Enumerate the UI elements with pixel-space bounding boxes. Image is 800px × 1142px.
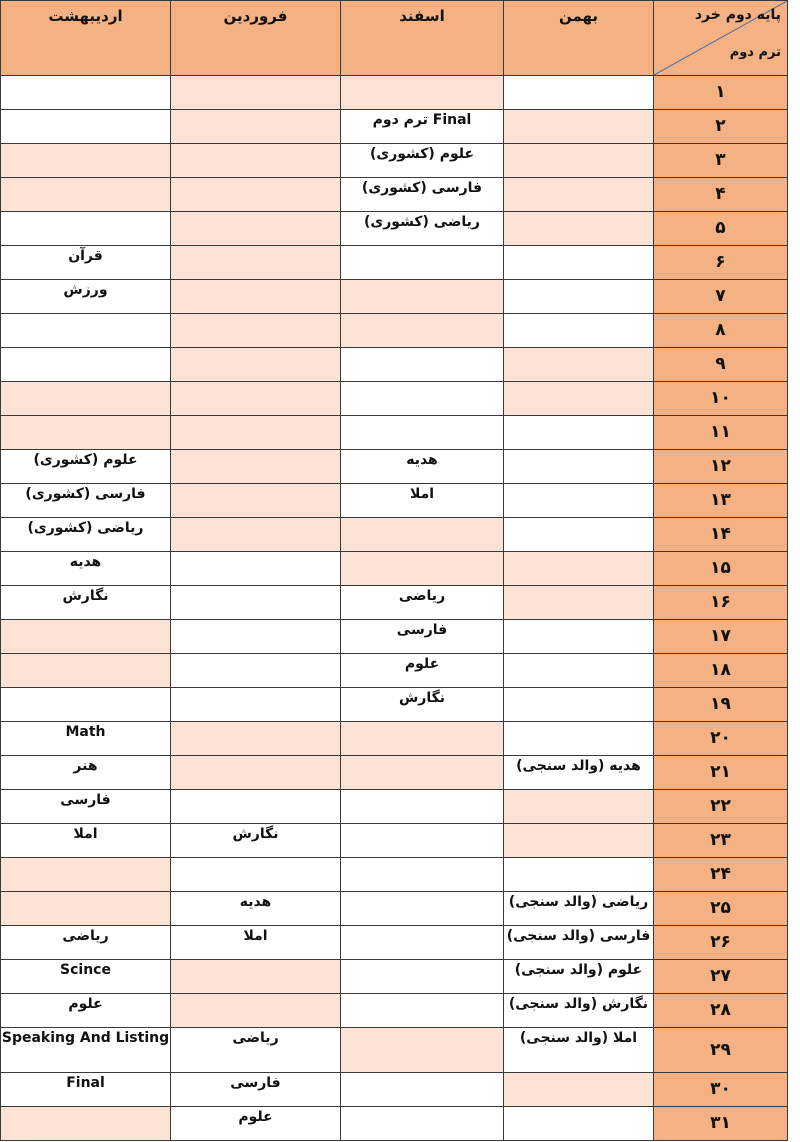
day-number: ۱۸: [654, 654, 788, 688]
cell-bahman: [504, 246, 654, 280]
cell-farvardin: [171, 110, 341, 144]
cell-farvardin: [171, 722, 341, 756]
cell-ordibehesht: Speaking And Listing: [1, 1028, 171, 1073]
schedule-row: [1, 824, 788, 858]
cell-esfand: [341, 722, 504, 756]
cell-farvardin: [171, 246, 341, 280]
cell-farvardin: [171, 994, 341, 1028]
cell-bahman: [504, 280, 654, 314]
cell-bahman: [504, 654, 654, 688]
cell-farvardin: [171, 756, 341, 790]
cell-farvardin: [171, 450, 341, 484]
cell-farvardin: [171, 688, 341, 722]
cell-bahman: [504, 212, 654, 246]
cell-ordibehesht: ریاضی: [1, 926, 171, 960]
cell-ordibehesht: فارسی: [1, 790, 171, 824]
cell-esfand: [341, 314, 504, 348]
day-number: ۱: [654, 76, 788, 110]
cell-bahman: [504, 178, 654, 212]
cell-bahman: [504, 416, 654, 450]
cell-esfand: نگارش: [341, 688, 504, 722]
cell-bahman: [504, 382, 654, 416]
day-number: ۵: [654, 212, 788, 246]
schedule-row: [1, 382, 788, 416]
header-bahman: بهمن: [504, 1, 654, 76]
cell-farvardin: [171, 178, 341, 212]
day-number: ۲۰: [654, 722, 788, 756]
cell-bahman: [504, 518, 654, 552]
cell-bahman: [504, 348, 654, 382]
cell-esfand: ریاضی: [341, 586, 504, 620]
cell-ordibehesht: هدیه: [1, 552, 171, 586]
day-number: ۱۴: [654, 518, 788, 552]
cell-ordibehesht: [1, 620, 171, 654]
cell-esfand: [341, 280, 504, 314]
day-number: ۶: [654, 246, 788, 280]
header-esfand: اسفند: [341, 1, 504, 76]
cell-ordibehesht: [1, 382, 171, 416]
cell-bahman: نگارش (والد سنجی): [504, 994, 654, 1028]
cell-farvardin: [171, 858, 341, 892]
cell-esfand: فارسی (کشوری): [341, 178, 504, 212]
schedule-row: [1, 518, 788, 552]
cell-ordibehesht: [1, 654, 171, 688]
cell-ordibehesht: قرآن: [1, 246, 171, 280]
cell-farvardin: [171, 76, 341, 110]
cell-bahman: [504, 314, 654, 348]
cell-ordibehesht: Scince: [1, 960, 171, 994]
schedule-row: [1, 722, 788, 756]
schedule-row: [1, 620, 788, 654]
cell-farvardin: [171, 654, 341, 688]
cell-esfand: [341, 416, 504, 450]
cell-esfand: املا: [341, 484, 504, 518]
schedule-body: [1, 76, 788, 1141]
cell-esfand: [341, 1073, 504, 1107]
cell-bahman: [504, 620, 654, 654]
cell-farvardin: [171, 552, 341, 586]
cell-ordibehesht: ورزش: [1, 280, 171, 314]
cell-bahman: ریاضی (والد سنجی): [504, 892, 654, 926]
schedule-row: [1, 416, 788, 450]
header-ordibehesht: اردیبهشت: [1, 1, 171, 76]
cell-esfand: [341, 1107, 504, 1141]
cell-ordibehesht: فارسی (کشوری): [1, 484, 171, 518]
day-number: ۲۳: [654, 824, 788, 858]
cell-esfand: علوم: [341, 654, 504, 688]
day-number: ۲: [654, 110, 788, 144]
schedule-row: [1, 178, 788, 212]
day-number: ۱۰: [654, 382, 788, 416]
day-number: ۲۱: [654, 756, 788, 790]
cell-ordibehesht: [1, 1107, 171, 1141]
cell-ordibehesht: [1, 314, 171, 348]
cell-esfand: هدیه: [341, 450, 504, 484]
cell-esfand: علوم (کشوری): [341, 144, 504, 178]
day-number: ۱۳: [654, 484, 788, 518]
cell-ordibehesht: [1, 892, 171, 926]
day-number: ۴: [654, 178, 788, 212]
cell-bahman: [504, 790, 654, 824]
cell-bahman: [504, 450, 654, 484]
cell-bahman: هدیه (والد سنجی): [504, 756, 654, 790]
cell-ordibehesht: [1, 212, 171, 246]
cell-farvardin: [171, 280, 341, 314]
header-farvardin: فروردین: [171, 1, 341, 76]
cell-esfand: [341, 518, 504, 552]
cell-esfand: [341, 790, 504, 824]
cell-ordibehesht: علوم: [1, 994, 171, 1028]
cell-farvardin: [171, 416, 341, 450]
schedule-row: [1, 314, 788, 348]
term-label: ترم دوم: [729, 45, 781, 60]
cell-farvardin: [171, 314, 341, 348]
day-number: ۱۲: [654, 450, 788, 484]
cell-farvardin: هدیه: [171, 892, 341, 926]
cell-ordibehesht: [1, 688, 171, 722]
schedule-row: [1, 1107, 788, 1141]
cell-ordibehesht: Final: [1, 1073, 171, 1107]
cell-ordibehesht: [1, 348, 171, 382]
schedule-row: [1, 688, 788, 722]
cell-bahman: فارسی (والد سنجی): [504, 926, 654, 960]
schedule-row: [1, 552, 788, 586]
cell-esfand: [341, 246, 504, 280]
cell-ordibehesht: املا: [1, 824, 171, 858]
cell-ordibehesht: [1, 416, 171, 450]
schedule-row: [1, 76, 788, 110]
cell-ordibehesht: Math: [1, 722, 171, 756]
schedule-row: [1, 246, 788, 280]
day-number: ۲۴: [654, 858, 788, 892]
schedule-row: [1, 450, 788, 484]
schedule-row: [1, 484, 788, 518]
schedule-row: [1, 892, 788, 926]
cell-farvardin: علوم: [171, 1107, 341, 1141]
cell-farvardin: ریاضی: [171, 1028, 341, 1073]
cell-ordibehesht: هنر: [1, 756, 171, 790]
schedule-row: [1, 790, 788, 824]
schedule-row: [1, 110, 788, 144]
day-number: ۱۷: [654, 620, 788, 654]
cell-esfand: [341, 756, 504, 790]
cell-bahman: [504, 484, 654, 518]
cell-bahman: [504, 76, 654, 110]
cell-esfand: [341, 552, 504, 586]
cell-ordibehesht: [1, 110, 171, 144]
day-number: ۳: [654, 144, 788, 178]
cell-bahman: [504, 1073, 654, 1107]
schedule-row: [1, 1028, 788, 1073]
cell-bahman: [504, 824, 654, 858]
day-number: ۱۹: [654, 688, 788, 722]
day-number: ۲۸: [654, 994, 788, 1028]
cell-farvardin: نگارش: [171, 824, 341, 858]
cell-esfand: [341, 960, 504, 994]
cell-ordibehesht: [1, 858, 171, 892]
day-number: ۳۰: [654, 1073, 788, 1107]
day-number: ۲۲: [654, 790, 788, 824]
schedule-row: [1, 280, 788, 314]
cell-bahman: [504, 586, 654, 620]
cell-bahman: [504, 722, 654, 756]
cell-ordibehesht: [1, 144, 171, 178]
cell-esfand: [341, 348, 504, 382]
cell-ordibehesht: [1, 178, 171, 212]
cell-ordibehesht: ریاضی (کشوری): [1, 518, 171, 552]
day-number: ۱۶: [654, 586, 788, 620]
cell-esfand: [341, 382, 504, 416]
day-number: ۱۱: [654, 416, 788, 450]
day-number: ۸: [654, 314, 788, 348]
cell-bahman: [504, 144, 654, 178]
schedule-row: [1, 960, 788, 994]
cell-farvardin: [171, 144, 341, 178]
cell-ordibehesht: علوم (کشوری): [1, 450, 171, 484]
day-number: ۲۵: [654, 892, 788, 926]
day-number: ۳۱: [654, 1107, 788, 1141]
cell-esfand: [341, 926, 504, 960]
cell-farvardin: املا: [171, 926, 341, 960]
cell-esfand: [341, 824, 504, 858]
day-number: ۲۷: [654, 960, 788, 994]
day-number: ۱۵: [654, 552, 788, 586]
schedule-row: [1, 994, 788, 1028]
cell-bahman: املا (والد سنجی): [504, 1028, 654, 1073]
cell-farvardin: [171, 960, 341, 994]
cell-farvardin: [171, 586, 341, 620]
cell-farvardin: [171, 620, 341, 654]
cell-ordibehesht: نگارش: [1, 586, 171, 620]
schedule-row: [1, 858, 788, 892]
cell-ordibehesht: [1, 76, 171, 110]
schedule-row: [1, 586, 788, 620]
cell-esfand: [341, 994, 504, 1028]
grade-label: پایه دوم خرد: [694, 7, 781, 23]
header-row: [1, 1, 788, 76]
day-number: ۲۹: [654, 1028, 788, 1073]
cell-bahman: [504, 110, 654, 144]
schedule-row: [1, 654, 788, 688]
cell-farvardin: [171, 484, 341, 518]
day-number: ۲۶: [654, 926, 788, 960]
cell-bahman: [504, 1107, 654, 1141]
cell-esfand: [341, 1028, 504, 1073]
schedule-row: [1, 212, 788, 246]
cell-esfand: [341, 858, 504, 892]
cell-farvardin: [171, 212, 341, 246]
corner-header-cell: [654, 1, 788, 76]
cell-esfand: [341, 892, 504, 926]
schedule-row: [1, 144, 788, 178]
cell-esfand: فارسی: [341, 620, 504, 654]
schedule-row: [1, 926, 788, 960]
cell-esfand: [341, 76, 504, 110]
cell-farvardin: [171, 348, 341, 382]
cell-bahman: علوم (والد سنجی): [504, 960, 654, 994]
cell-farvardin: فارسی: [171, 1073, 341, 1107]
cell-bahman: [504, 858, 654, 892]
cell-bahman: [504, 552, 654, 586]
schedule-row: [1, 348, 788, 382]
day-number: ۷: [654, 280, 788, 314]
cell-esfand: ریاضی (کشوری): [341, 212, 504, 246]
cell-esfand: ترم دوم Final: [341, 110, 504, 144]
cell-farvardin: [171, 382, 341, 416]
schedule-row: [1, 756, 788, 790]
day-number: ۹: [654, 348, 788, 382]
schedule-row: [1, 1073, 788, 1107]
cell-farvardin: [171, 518, 341, 552]
cell-farvardin: [171, 790, 341, 824]
cell-bahman: [504, 688, 654, 722]
